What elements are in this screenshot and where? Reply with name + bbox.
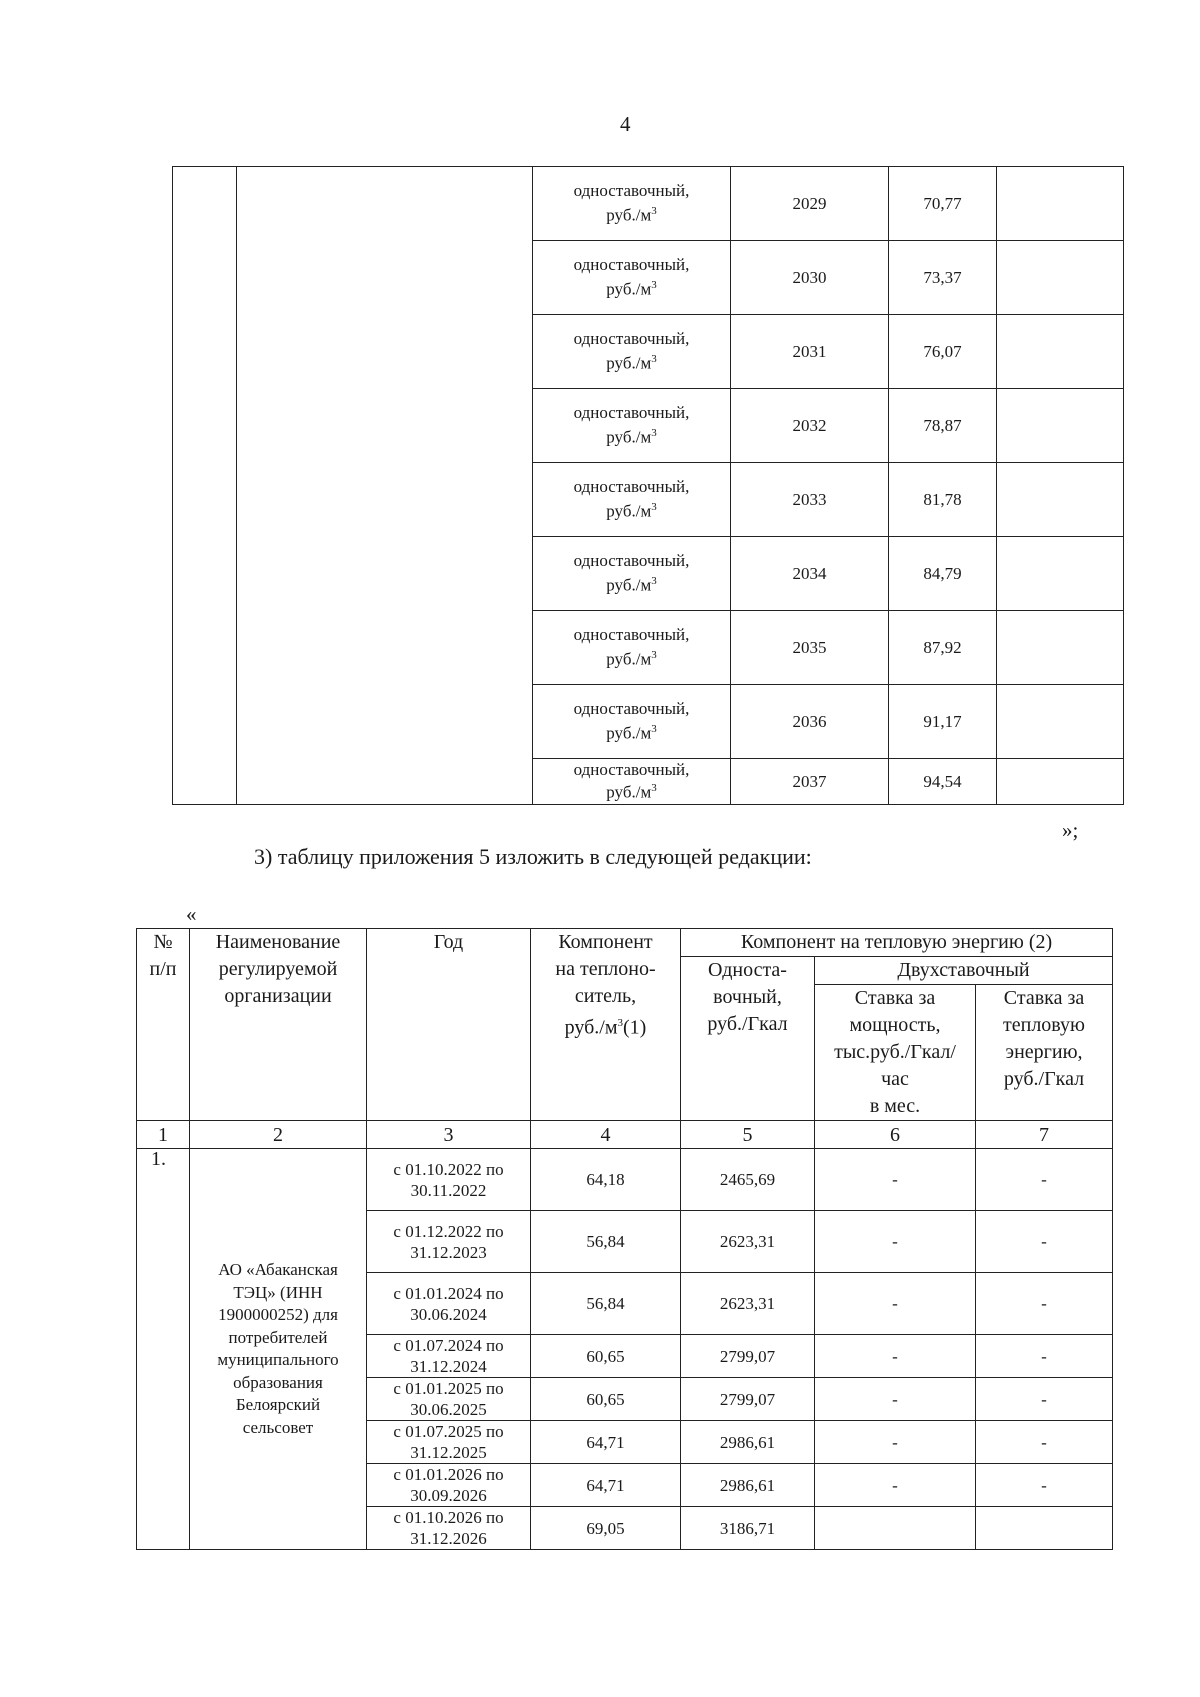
tariff-value-cell: 76,07 (889, 315, 997, 389)
empty-cell (997, 537, 1124, 611)
capacity-rate-cell: - (815, 1421, 976, 1464)
period-cell: с 01.07.2024 по 31.12.2024 (367, 1335, 531, 1378)
energy-rate-cell: - (976, 1378, 1113, 1421)
tariff-value-cell: 84,79 (889, 537, 997, 611)
capacity-rate-cell: - (815, 1335, 976, 1378)
tariff-value-cell: 87,92 (889, 611, 997, 685)
empty-cell (997, 389, 1124, 463)
coolant-component-cell: 56,84 (531, 1211, 681, 1273)
capacity-rate-cell: - (815, 1378, 976, 1421)
period-cell: с 01.01.2026 по 30.09.2026 (367, 1464, 531, 1507)
coolant-component-cell: 64,71 (531, 1421, 681, 1464)
column-numbers-row (137, 1121, 1113, 1149)
year-cell: 2029 (731, 167, 889, 241)
empty-cell (997, 463, 1124, 537)
period-cell: с 01.10.2022 по 30.11.2022 (367, 1149, 531, 1211)
year-cell: 2031 (731, 315, 889, 389)
energy-rate-cell: - (976, 1464, 1113, 1507)
tariff-value-cell: 70,77 (889, 167, 997, 241)
rate-type-cell: одноставочный, $руб./м^3$ (533, 537, 731, 611)
coolant-component-cell: 60,65 (531, 1378, 681, 1421)
column-number: 2 (190, 1121, 367, 1149)
main-table-body (137, 1121, 1113, 1550)
closing-quote: »; (1062, 818, 1079, 842)
empty-cell-num (173, 167, 237, 805)
header-energy-rate: Ставка за тепловую энергию, руб./Гкал (976, 985, 1113, 1121)
table-row (137, 1149, 1113, 1211)
year-cell: 2030 (731, 241, 889, 315)
energy-rate-cell: - (976, 1273, 1113, 1335)
energy-rate-cell: - (976, 1211, 1113, 1273)
rate-type-cell: одноставочный, $руб./м^3$ (533, 389, 731, 463)
instruction-text: 3) таблицу приложения 5 изложить в следующей редакции: (254, 844, 812, 869)
single-rate-cell: 2623,31 (681, 1273, 815, 1335)
rate-type-cell: одноставочный, $руб./м^3$ (533, 167, 731, 241)
empty-cell-name (237, 167, 533, 805)
capacity-rate-cell: - (815, 1211, 976, 1273)
empty-cell (997, 611, 1124, 685)
rate-type-cell: одноставочный, $руб./м^3$ (533, 463, 731, 537)
tariff-value-cell: 78,87 (889, 389, 997, 463)
tariff-value-cell: 73,37 (889, 241, 997, 315)
rate-type-cell: одноставочный, $руб./м^3$ (533, 759, 731, 805)
empty-cell (997, 759, 1124, 805)
tariff-value-cell: 81,78 (889, 463, 997, 537)
rate-type-cell: одноставочный, $руб./м^3$ (533, 315, 731, 389)
year-cell: 2036 (731, 685, 889, 759)
header-heat-component: Компонент на тепловую энергию (2) (681, 929, 1113, 957)
coolant-component-cell: 69,05 (531, 1507, 681, 1550)
energy-rate-cell: - (976, 1335, 1113, 1378)
appendix-5-table (136, 928, 1113, 1550)
header-double-rate: Двухставочный (815, 957, 1113, 985)
header-year: Год (367, 929, 531, 1121)
rate-type-cell: одноставочный, $руб./м^3$ (533, 685, 731, 759)
year-cell: 2032 (731, 389, 889, 463)
empty-cell (997, 241, 1124, 315)
capacity-rate-cell: - (815, 1273, 976, 1335)
single-rate-cell: 2986,61 (681, 1464, 815, 1507)
capacity-rate-cell (815, 1507, 976, 1550)
single-rate-cell: 2799,07 (681, 1335, 815, 1378)
top-tariff-table (172, 166, 1124, 805)
period-cell: с 01.01.2025 по 30.06.2025 (367, 1378, 531, 1421)
header-single-rate: Односта- вочный, руб./Гкал (681, 957, 815, 1121)
header-organization: Наименование регулируемой организации (190, 929, 367, 1121)
single-rate-cell: 3186,71 (681, 1507, 815, 1550)
empty-cell (997, 315, 1124, 389)
year-cell: 2037 (731, 759, 889, 805)
single-rate-cell: 2465,69 (681, 1149, 815, 1211)
empty-cell (997, 167, 1124, 241)
coolant-component-cell: 64,71 (531, 1464, 681, 1507)
row-number: 1. (137, 1149, 190, 1550)
year-cell: 2034 (731, 537, 889, 611)
top-table-body (173, 167, 1124, 805)
energy-rate-cell: - (976, 1149, 1113, 1211)
coolant-component-cell: 64,18 (531, 1149, 681, 1211)
coolant-component-cell: 60,65 (531, 1335, 681, 1378)
table-row (173, 167, 1124, 241)
column-number: 3 (367, 1121, 531, 1149)
capacity-rate-cell: - (815, 1149, 976, 1211)
column-number: 4 (531, 1121, 681, 1149)
energy-rate-cell: - (976, 1421, 1113, 1464)
year-cell: 2035 (731, 611, 889, 685)
coolant-component-cell: 56,84 (531, 1273, 681, 1335)
rate-type-cell: одноставочный, $руб./м^3$ (533, 611, 731, 685)
header-num: № п/п (137, 929, 190, 1121)
single-rate-cell: 2623,31 (681, 1211, 815, 1273)
period-cell: с 01.12.2022 по 31.12.2023 (367, 1211, 531, 1273)
rate-type-cell: одноставочный, $руб./м^3$ (533, 241, 731, 315)
tariff-value-cell: 94,54 (889, 759, 997, 805)
column-number: 7 (976, 1121, 1113, 1149)
page-number: 4 (620, 112, 631, 136)
opening-quote: « (186, 902, 197, 926)
organization-name: АО «Абаканская ТЭЦ» (ИНН 1900000252) для потребителей муниципального образования Белоярский сельсовет (190, 1149, 367, 1550)
header-capacity-rate: Ставка за мощность, тыс.руб./Гкал/ час в мес. (815, 985, 976, 1121)
capacity-rate-cell: - (815, 1464, 976, 1507)
energy-rate-cell (976, 1507, 1113, 1550)
single-rate-cell: 2986,61 (681, 1421, 815, 1464)
period-cell: с 01.10.2026 по 31.12.2026 (367, 1507, 531, 1550)
header-coolant-component: Компонент на теплоно- ситель, $руб./м^3(1)$ (531, 929, 681, 1121)
empty-cell (997, 685, 1124, 759)
year-cell: 2033 (731, 463, 889, 537)
column-number: 1 (137, 1121, 190, 1149)
single-rate-cell: 2799,07 (681, 1378, 815, 1421)
period-cell: с 01.07.2025 по 31.12.2025 (367, 1421, 531, 1464)
column-number: 5 (681, 1121, 815, 1149)
period-cell: с 01.01.2024 по 30.06.2024 (367, 1273, 531, 1335)
tariff-value-cell: 91,17 (889, 685, 997, 759)
column-number: 6 (815, 1121, 976, 1149)
